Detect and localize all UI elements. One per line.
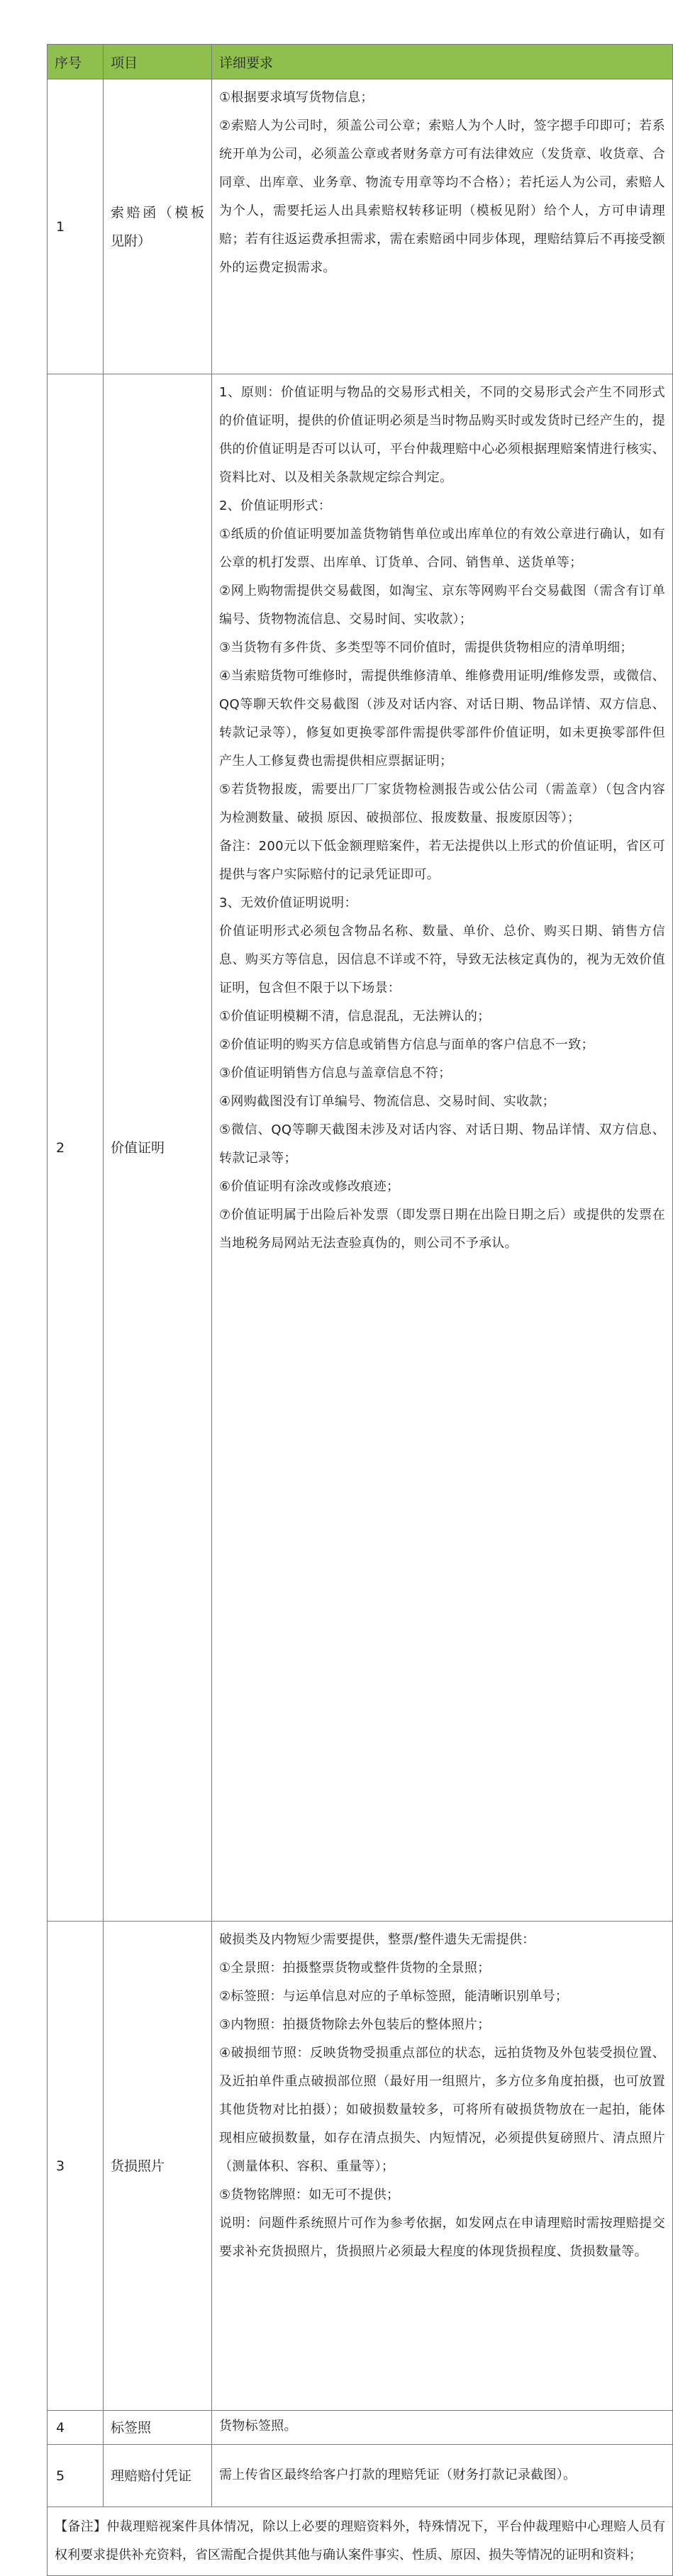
table-row xyxy=(48,2445,673,2507)
header-item: 项目 xyxy=(104,45,212,79)
detail-line: 3、无效价值证明说明： xyxy=(219,896,357,910)
detail-line: ②标签照：与运单信息对应的子单标签照，能清晰识别单号； xyxy=(219,1989,569,2004)
detail-line: 需上传省区最终给客户打款的理赔凭证（财务打款记录截图）。 xyxy=(219,2467,577,2482)
detail-line: ③价值证明销售方信息与盖章信息不符； xyxy=(219,1066,452,1081)
header-serial: 序号 xyxy=(48,45,104,79)
table-row xyxy=(48,1922,673,2411)
detail-line: ①根据要求填写货物信息； xyxy=(219,90,374,105)
detail-line: ⑦价值证明属于出险后补发票（即发票日期在出险日期之后）或提供的发票在当地税务局网站无法查验真伪的，则公司不予承认。 xyxy=(219,1208,665,1251)
detail-line: 价值证明形式必须包含物品名称、数量、单价、总价、购买日期、销售方信息、购买方等信息，因信息不详或不符，导致无法核定真伪的，视为无效价值证明，包含但不限于以下场景： xyxy=(219,924,665,996)
row-number: 2 xyxy=(48,374,104,1922)
note-cell xyxy=(48,2507,673,2576)
row-detail xyxy=(212,2411,673,2445)
header-detail: 详细要求 xyxy=(212,45,673,79)
detail-line: 说明：问题件系统照片可作为参考依据，如发网点在申请理赔时需按理赔提交要求补充货损照片，货损照片必须最大程度的体现货损程度、货损数量等。 xyxy=(219,2216,665,2259)
detail-line: 1、原则：价值证明与物品的交易形式相关，不同的交易形式会产生不同形式的价值证明，提供的价值证明必须是当时物品购买时或发货时已经产生的，提供的价值证明是否可以认可，平台仲裁理赔中心必须根据理赔案情进行核实、资料比对、以及相关条款规定综合判定。 xyxy=(219,385,665,485)
row-detail xyxy=(212,79,673,374)
row-item: 索赔函（模板见附） xyxy=(104,79,212,374)
row-detail xyxy=(212,374,673,1922)
requirements-document xyxy=(47,44,665,2576)
detail-line: ⑤微信、QQ等聊天截图未涉及对话内容、对话日期、物品详情、双方信息、转款记录等； xyxy=(219,1122,665,1166)
row-number: 1 xyxy=(48,79,104,374)
row-number: 4 xyxy=(48,2411,104,2445)
claim-requirements-table xyxy=(47,44,673,2576)
detail-line: ②价值证明的购买方信息或销售方信息与面单的客户信息不一致； xyxy=(219,1037,594,1052)
detail-line: ⑥价值证明有涂改或修改痕迹； xyxy=(219,1179,400,1194)
detail-line: ⑤若货物报废，需要出厂厂家货物检测报告或公估公司（需盖章）（包含内容为检测数量、破损 原因、破损部位、报废数量、报废原因等）； xyxy=(219,782,665,825)
note-text: 【备注】仲裁理赔视案件具体情况，除以上必要的理赔资料外，特殊情况下，平台仲裁理赔中心理赔人员有权利要求提供补充资料，省区需配合提供其他与确认案件事实、性质、原因、损失等情况的证明和资料； xyxy=(55,2519,665,2563)
detail-line: ④破损细节照：反映货物受损重点部位的状态，远拍货物及外包装受损位置、及近拍单件重点破损部位照（最好用一组照片，多方位多角度拍摄，也可放置其他货物对比拍摄）；如破损数量较多，可将所有破损货物放在一起拍，能体现相应破损数量，如存在清点损失、内短情况，必须提供复磅照片、清点照片（测量体积、容积、重量等）； xyxy=(219,2046,665,2174)
detail-line: ①纸质的价值证明要加盖货物销售单位或出库单位的有效公章进行确认，如有公章的机打发票、出库单、订货单、合同、销售单、送货单等； xyxy=(219,527,665,570)
detail-line: ④当索赔货物可维修时，需提供维修清单、维修费用证明/维修发票，或微信、QQ等聊天软件交易截图（涉及对话内容、对话日期、物品详情、双方信息、转款记录等），修复如更换零部件需提供零部件价值证明，如未更换零部件但产生人工修复费也需提供相应票据证明； xyxy=(219,669,665,769)
detail-line: ②网上购物需提供交易截图，如淘宝、京东等网购平台交易截图（需含有订单编号、货物物流信息、交易时间、实收款）； xyxy=(219,584,665,627)
detail-line: ③内物照：拍摄货物除去外包装后的整体照片； xyxy=(219,2017,491,2032)
detail-line: ④网购截图没有订单编号、物流信息、交易时间、实收款； xyxy=(219,1094,555,1109)
detail-line: ①价值证明模糊不清，信息混乱，无法辨认的； xyxy=(219,1009,491,1024)
detail-line: 备注：200元以下低金额理赔案件，若无法提供以上形式的价值证明，省区可提供与客户实际赔付的记录凭证即可。 xyxy=(219,839,665,882)
table-header-row xyxy=(48,45,673,79)
table-row xyxy=(48,374,673,1922)
detail-line: ⑤货物铭牌照：如无可不提供； xyxy=(219,2187,400,2202)
row-detail xyxy=(212,2445,673,2507)
detail-line: ①全景照：拍摄整票货物或整件货物的全景照； xyxy=(219,1961,491,1975)
row-item: 标签照 xyxy=(104,2411,212,2445)
row-item: 价值证明 xyxy=(104,374,212,1922)
detail-line: ③当货物有多件货、多类型等不同价值时，需提供货物相应的清单明细； xyxy=(219,640,633,655)
row-number: 5 xyxy=(48,2445,104,2507)
detail-line: 货物标签照。 xyxy=(219,2419,297,2433)
detail-line: ②索赔人为公司时，须盖公司公章；索赔人为个人时，签字摁手印即可；若系统开单为公司，必须盖公章或者财务章方可有法律效应（发货章、收货章、合同章、出库章、业务章、物流专用章等均不合格）；若托运人为公司，索赔人为个人，需要托运人出具索赔权转移证明（模板见附）给个人，方可申请理赔；若有往返运费承担需求，需在索赔函中同步体现，理赔结算后不再接受额外的运费定损需求。 xyxy=(219,118,665,275)
detail-line: 2、价值证明形式： xyxy=(219,498,332,513)
row-item: 理赔赔付凭证 xyxy=(104,2445,212,2507)
table-row xyxy=(48,79,673,374)
note-row xyxy=(48,2507,673,2576)
row-detail xyxy=(212,1922,673,2411)
row-number: 3 xyxy=(48,1922,104,2411)
table-row xyxy=(48,2411,673,2445)
row-item: 货损照片 xyxy=(104,1922,212,2411)
detail-line: 破损类及内物短少需要提供，整票/整件遗失无需提供： xyxy=(219,1932,535,1947)
